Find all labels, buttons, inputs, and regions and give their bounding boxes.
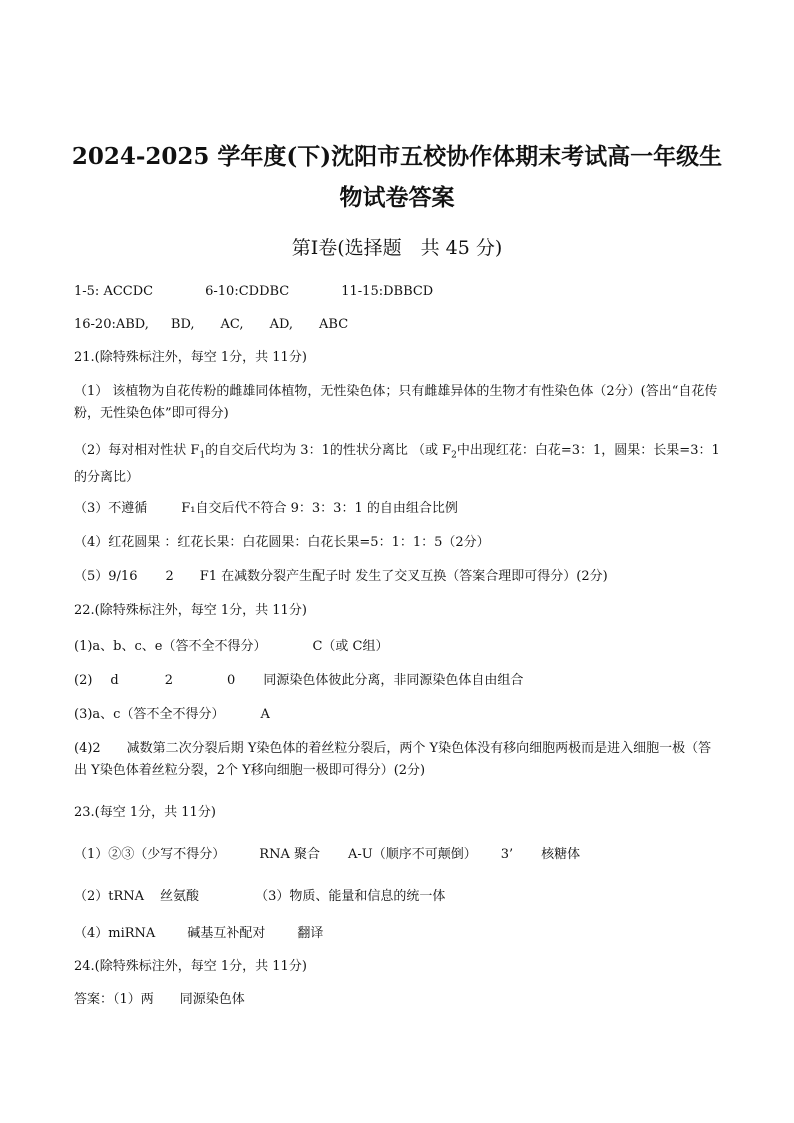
title-line-1: 2024-2025 学年度(下)沈阳市五校协作体期末考试高一年级生 <box>71 143 723 170</box>
q23-answer-4 <box>74 925 323 943</box>
q21-answer-5 <box>74 568 608 586</box>
q21-answer-1: （1） 该植物为自花传粉的雌雄同体植物，无性染色体；只有雌雄异体的生物才有性染色体（2分）(答出“自花传粉，无性染色体”即可得分) <box>74 384 718 421</box>
q22-answer-3-b: A <box>260 707 270 722</box>
q21-answer-3-b: F₁自交后代不符合 9：3：3：1 的自由组合比例 <box>181 501 458 516</box>
mc-answer: 11-15:DBBCD <box>341 284 434 299</box>
q22-answer-2-d: 0 <box>227 673 236 688</box>
q24-header: 24.(除特殊标注外，每空 1分，共 11分) <box>74 959 307 974</box>
q23-answer-4-c: 翻译 <box>297 926 324 941</box>
q21-answer-5-b: 2 <box>165 569 174 584</box>
subscript: 2 <box>451 450 457 461</box>
mc-answer: 16-20:ABD, <box>74 317 149 332</box>
mc-answer: AC, <box>220 317 244 332</box>
q22-header: 22.(除特殊标注外，每空 1分，共 11分) <box>74 603 307 618</box>
q23-answer-4-b: 碱基互补配对 <box>187 926 266 941</box>
q22-answer-1 <box>74 638 389 656</box>
mc-answer: AD, <box>269 317 294 332</box>
mc-answer: ABC <box>319 317 349 332</box>
mc-answer: BD, <box>170 317 195 332</box>
q23-answer-1-a: （1）②③（少写不得分） <box>74 847 226 862</box>
mc-answer: 6-10:CDDBC <box>205 284 290 299</box>
q22-answer-2-e: 同源染色体彼此分离，非同源染色体自由组合 <box>263 673 524 688</box>
mc-row-1 <box>74 283 433 301</box>
q23-answer-1-b: RNA 聚合 <box>259 847 320 862</box>
q23-answer-1-e: 核糖体 <box>541 847 581 862</box>
q22-answer-2-a: (2) <box>74 673 93 688</box>
q23-answer-3: （3）物质、能量和信息的统一体 <box>255 889 446 904</box>
q23-answer-2-3 <box>74 888 445 906</box>
q21-answer-2-text: 的自交后代均为 3：1的性状分离比 （或 F <box>205 443 452 458</box>
title-line-2: 物试卷答案 <box>339 184 455 211</box>
q23-answer-1-c: A-U（顺序不可颠倒） <box>347 847 477 862</box>
mc-row-2 <box>74 316 348 334</box>
q23-answer-2-b: 丝氨酸 <box>160 889 200 904</box>
section-heading: 第Ⅰ卷(选择题 共 45 分) <box>291 237 503 259</box>
q21-answer-2-text: （2）每对相对性状 F <box>74 443 200 458</box>
q22-answer-4: (4)2 减数第二次分裂后期 Y染色体的着丝粒分裂后，两个 Y染色体没有移向细胞两极而是进入细胞一极（答出 Y染色体着丝粒分裂，2个 Y移向细胞一极即可得分）(2分) <box>74 741 712 778</box>
q24-answer-1 <box>74 991 245 1009</box>
q22-answer-2-b: d <box>110 673 119 688</box>
q23-answer-2-a: （2）tRNA <box>74 889 145 904</box>
q22-answer-3 <box>74 706 270 724</box>
q21-answer-3-a: （3）不遵循 <box>74 501 148 516</box>
q23-answer-4-a: （4）miRNA <box>74 926 156 941</box>
q21-answer-4: （4）红花圆果 ：红花长果：白花圆果：白花长果=5：1：1：5（2分） <box>74 535 490 550</box>
q23-answer-1-d: 3’ <box>500 847 514 862</box>
q21-header: 21.(除特殊标注外，每空 1分，共 11分) <box>74 350 307 365</box>
mc-answer: 1-5: ACCDC <box>74 284 154 299</box>
q22-answer-2 <box>74 672 523 690</box>
q23-header: 23.(每空 1分，共 11分) <box>74 805 216 820</box>
q21-answer-3 <box>74 500 458 518</box>
q22-answer-1-a: (1)a、b、c、e（答不全不得分） <box>74 639 267 654</box>
q21-answer-2-text: 中出现红花：白花=3：1，圆果：长果=3：1的分离比） <box>74 443 720 485</box>
q21-answer-5-a: （5）9/16 <box>74 569 138 584</box>
q23-answer-1 <box>74 846 580 864</box>
q24-answer-1-a: 答案：（1）两 <box>74 992 154 1007</box>
q22-answer-2-c: 2 <box>164 673 174 688</box>
q22-answer-1-b: C（或 C组） <box>312 639 389 654</box>
q21-answer-5-c: F1 在减数分裂产生配子时 发生了交叉互换（答案合理即可得分）(2分) <box>199 569 608 584</box>
q22-answer-3-a: (3)a、c（答不全不得分） <box>74 707 225 722</box>
q24-answer-1-b: 同源染色体 <box>179 992 245 1007</box>
q21-answer-2 <box>74 440 724 489</box>
subscript: 1 <box>199 450 206 461</box>
